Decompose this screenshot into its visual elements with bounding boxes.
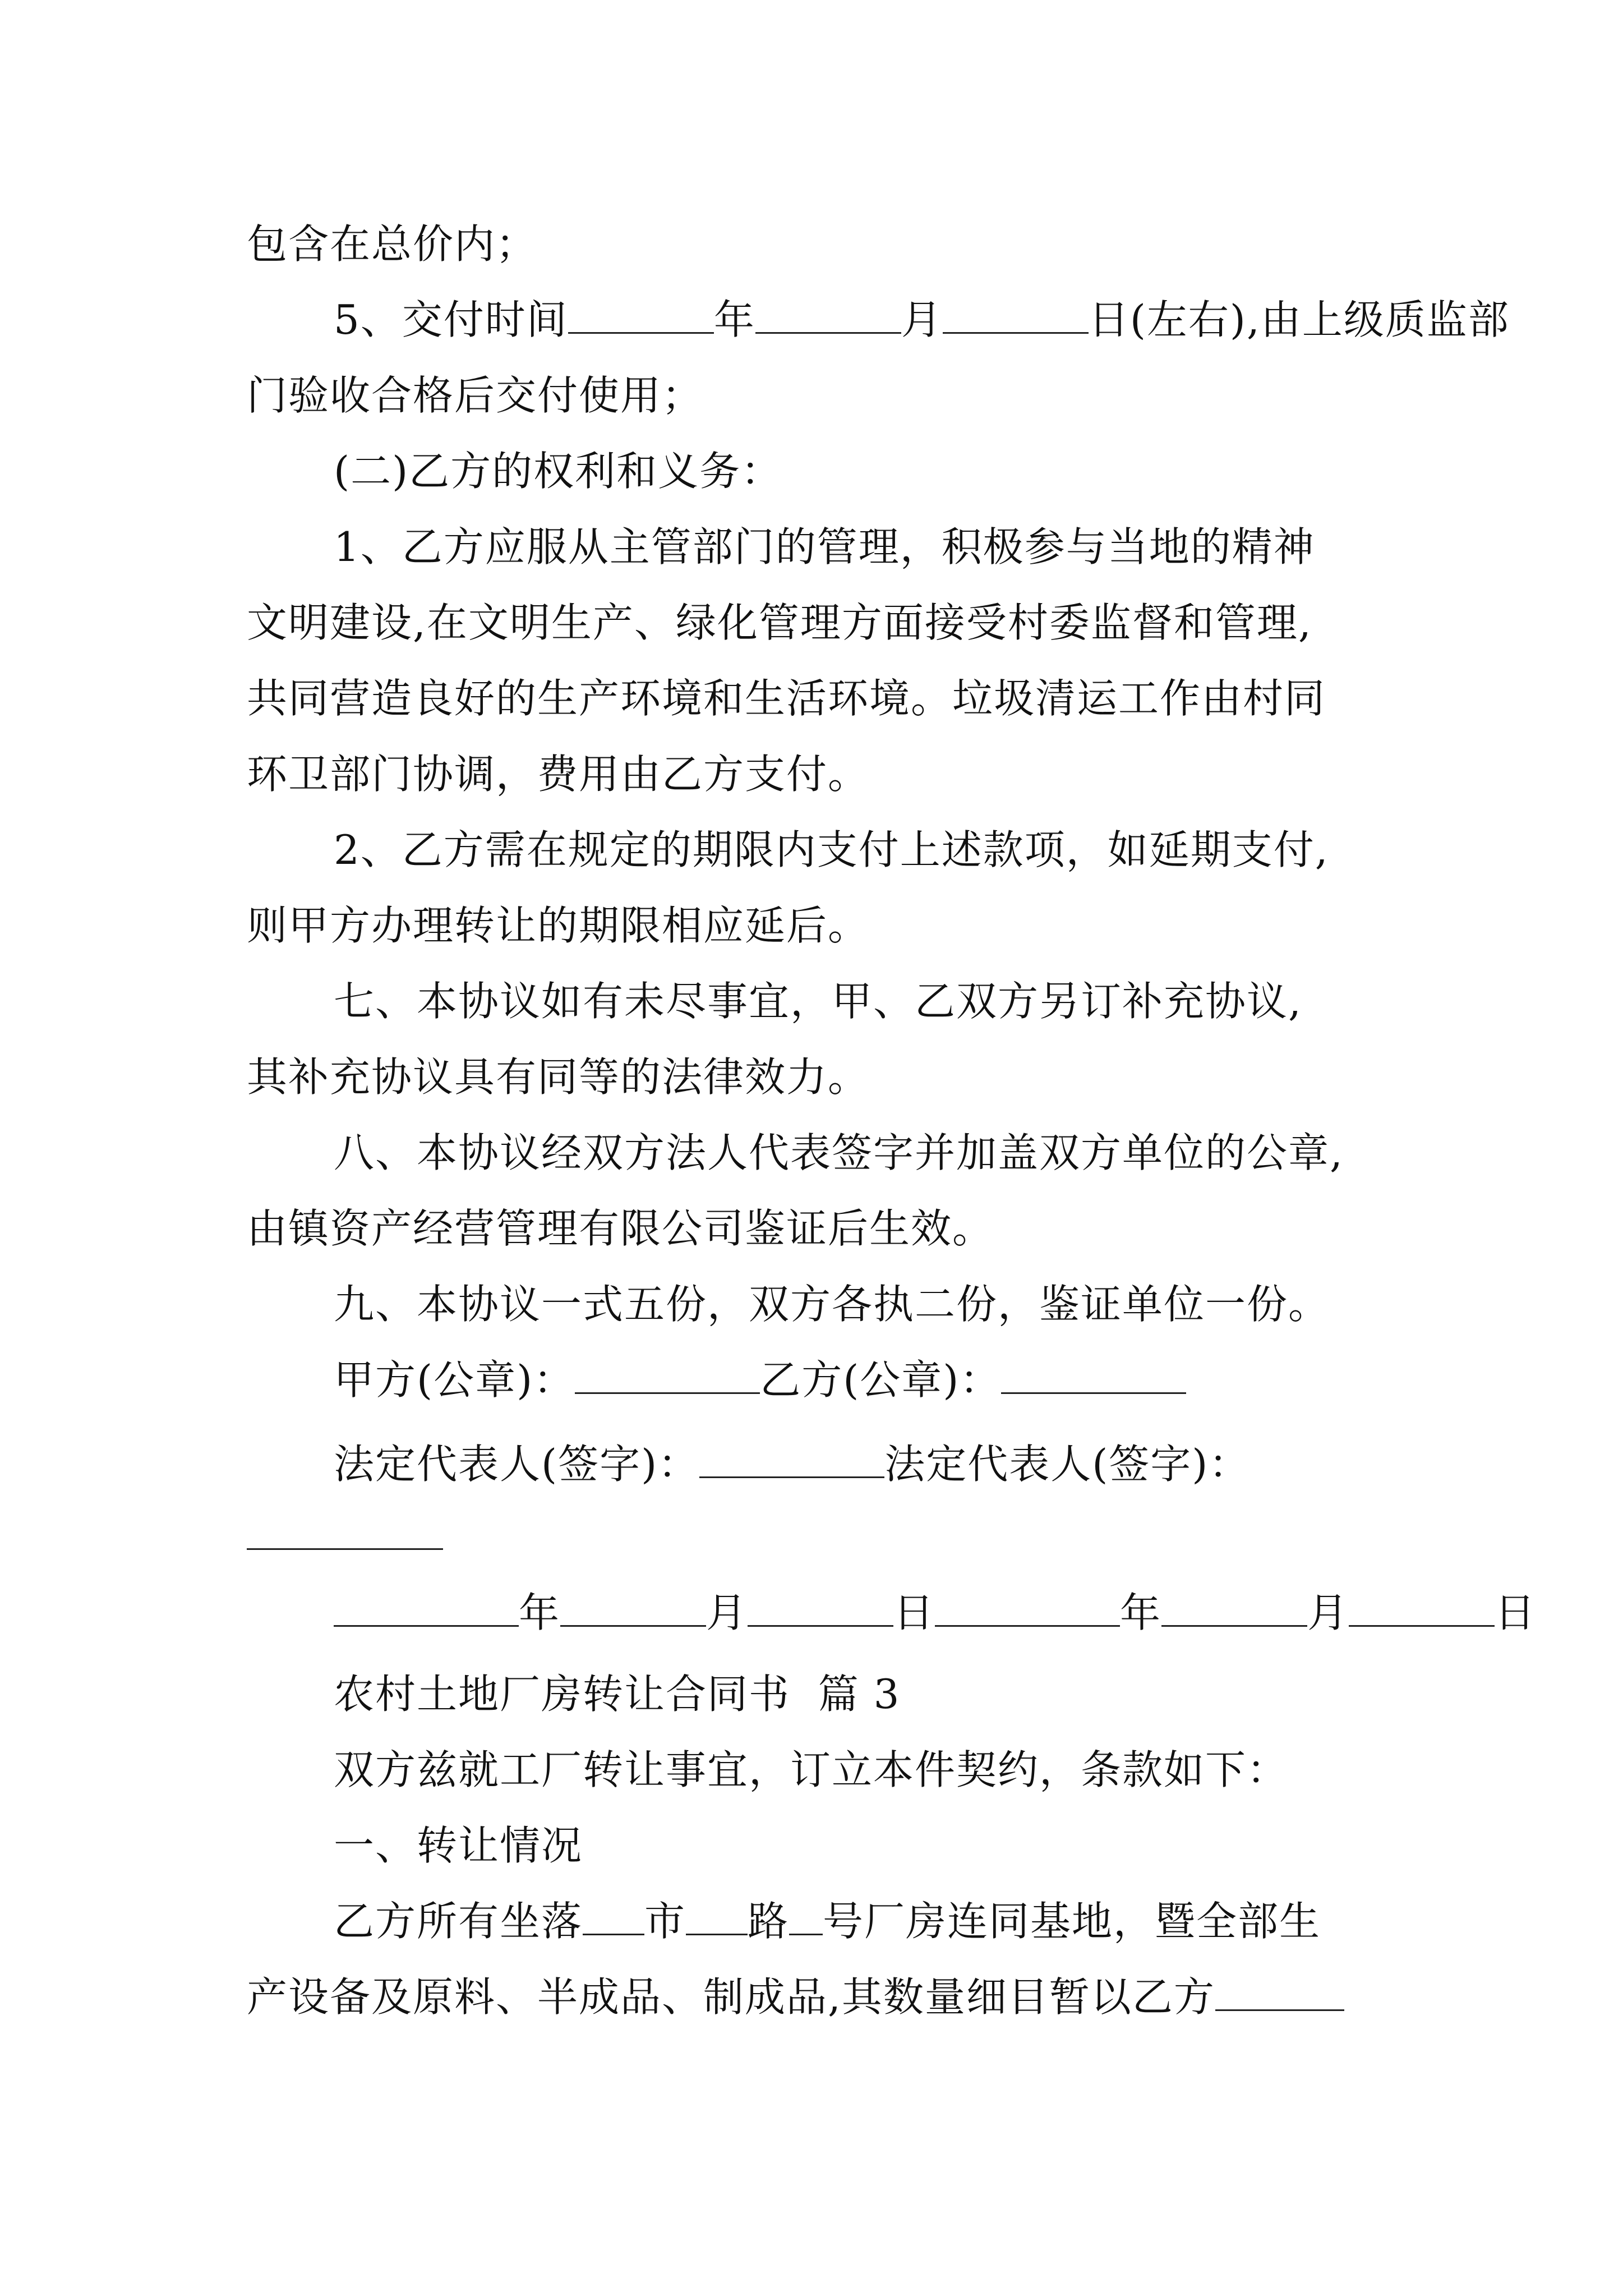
text-line: 门验收合格后交付使用； xyxy=(247,372,704,419)
blank-field xyxy=(1349,1591,1495,1627)
month-label: 月 xyxy=(901,296,943,343)
blank-field xyxy=(1215,1976,1344,2011)
blank-field xyxy=(568,298,714,334)
text-line: 包含在总价内； xyxy=(247,220,538,268)
party-a-rep-label: 法定代表人(签字)： xyxy=(334,1441,700,1488)
road-label: 路 xyxy=(748,1898,790,1945)
text-line: (二)乙方的权利和义务： xyxy=(334,448,783,495)
city-label: 市 xyxy=(644,1898,686,1945)
text-line: 八、本协议经双方法人代表签字并加盖双方单位的公章, xyxy=(334,1129,1344,1176)
text-line: 1、乙方应服从主管部门的管理，积极参与当地的精神 xyxy=(334,523,1315,570)
delivery-label: 5、交付时间 xyxy=(334,296,568,343)
blank-field xyxy=(247,1548,443,1550)
text-line-delivery-time xyxy=(334,292,1510,348)
month-label: 月 xyxy=(706,1589,748,1636)
blank-field xyxy=(1001,1359,1186,1394)
text-line: 七、本协议如有未尽事宜，甲、乙双方另订补充协议, xyxy=(334,978,1302,1025)
text-line: 共同营造良好的生产环境和生活环境。垃圾清运工作由村同 xyxy=(247,675,1326,722)
text-line: 文明建设,在文明生产、绿化管理方面接受村委监督和管理, xyxy=(247,599,1312,646)
text-line: 其补充协议具有同等的法律效力。 xyxy=(247,1053,870,1101)
blank-field xyxy=(755,298,901,334)
blank-field xyxy=(575,1359,760,1394)
month-label: 月 xyxy=(1307,1589,1349,1636)
year-label: 年 xyxy=(1120,1589,1162,1636)
blank-field xyxy=(583,1900,644,1935)
equipment-text: 产设备及原料、半成品、制成品,其数量细目暂以乙方 xyxy=(247,1973,1215,2021)
number-label: 号厂房连同基地，暨全部生 xyxy=(823,1898,1321,1945)
text-line: 九、本协议一式五份，双方各执二份，鉴证单位一份。 xyxy=(334,1281,1330,1328)
blank-field xyxy=(1161,1591,1307,1627)
blank-field xyxy=(699,1443,884,1478)
location-label: 乙方所有坐落 xyxy=(334,1898,583,1945)
text-line: 双方兹就工厂转让事宜，订立本件契约，条款如下： xyxy=(334,1746,1289,1793)
party-b-rep-label: 法定代表人(签字)： xyxy=(884,1441,1251,1488)
party-b-seal-label: 乙方(公章)： xyxy=(760,1356,1002,1404)
text-line: 则甲方办理转让的期限相应延后。 xyxy=(247,902,870,949)
representative-line xyxy=(334,1436,1250,1492)
blank-field xyxy=(943,298,1089,334)
seal-line xyxy=(334,1352,1186,1408)
text-line-location xyxy=(334,1893,1321,1949)
blank-field xyxy=(935,1591,1120,1627)
delivery-tail: 日(左右),由上级质监部 xyxy=(1088,296,1510,343)
text-line: 由镇资产经营管理有限公司鉴证后生效。 xyxy=(247,1205,994,1252)
blank-field xyxy=(748,1591,893,1627)
section-title: 农村土地厂房转让合同书 篇 3 xyxy=(334,1671,901,1718)
text-line: 一、转让情况 xyxy=(334,1822,583,1869)
party-a-seal-label: 甲方(公章)： xyxy=(334,1356,575,1404)
blank-field xyxy=(560,1591,706,1627)
blank-field xyxy=(686,1900,748,1935)
day-label: 日 xyxy=(1495,1589,1537,1636)
year-label: 年 xyxy=(519,1589,561,1636)
text-line-equipment xyxy=(247,1969,1344,2025)
blank-field xyxy=(789,1900,823,1935)
year-label: 年 xyxy=(713,296,755,343)
text-line: 环卫部门协调，费用由乙方支付。 xyxy=(247,751,870,798)
date-line xyxy=(334,1585,1536,1641)
day-label: 日 xyxy=(893,1589,935,1636)
blank-field xyxy=(334,1591,519,1627)
text-line: 2、乙方需在规定的期限内支付上述款项，如延期支付, xyxy=(334,826,1329,873)
